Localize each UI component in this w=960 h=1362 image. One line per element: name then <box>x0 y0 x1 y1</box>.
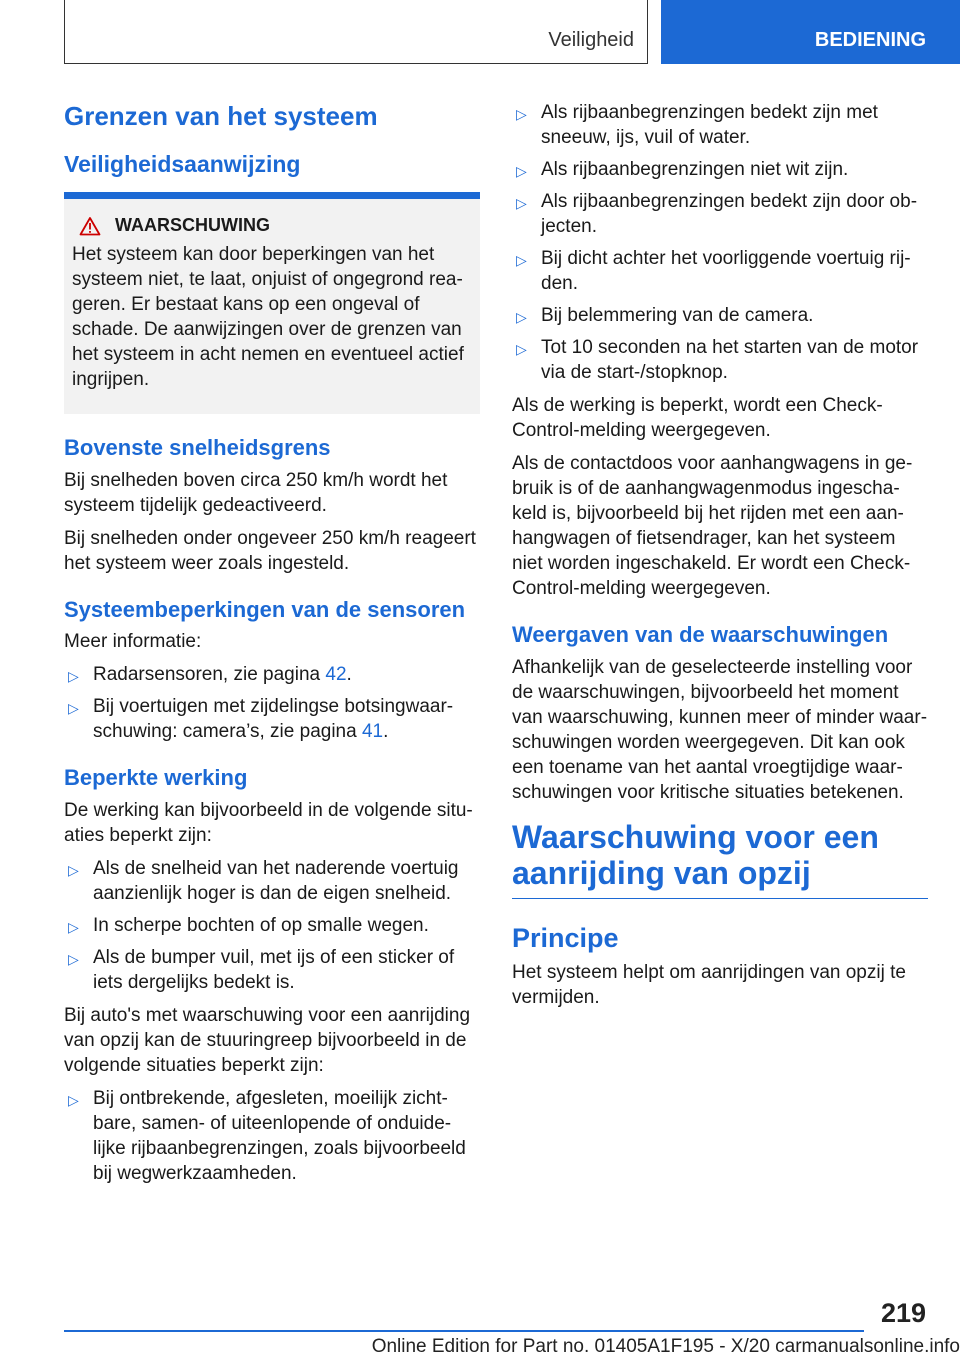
bullet-triangle-icon: ▷ <box>68 918 79 935</box>
chapter-title: Waarschuwing voor een aanrijding van opzij <box>512 819 928 900</box>
list-item <box>64 945 480 995</box>
list-item <box>512 303 928 328</box>
bullet-triangle-icon: ▷ <box>68 861 79 878</box>
paragraph: Het systeem helpt om aanrijdingen van opzij te vermijden. <box>512 962 906 1009</box>
list-item <box>64 694 480 744</box>
list-item <box>512 335 928 385</box>
list-item-text: Bij dicht achter het voorliggende voertuig rij- den. <box>541 248 911 294</box>
list-item-text: Als de bumper vuil, met ijs of een sticker of iets dergelijks bedekt is. <box>93 946 455 993</box>
bullet-triangle-icon: ▷ <box>516 106 527 122</box>
warning-text: Het systeem kan door beperkingen van het systeem niet, te laat, onjuist of ongegrond rea- geren. Er bestaat kans op een ongeval of schade. De aanwijzingen over de grenzen van het systeem in acht nemen en eventueel actief ingrijpen. <box>72 244 464 391</box>
footer-edition: Online Edition for Part no. 01405A1F195 - X/20 carmanualsonline.info <box>371 1336 960 1357</box>
paragraph: Als de werking is beperkt, wordt een Check- Control-melding weergegeven. <box>512 395 883 441</box>
paragraph: Bij snelheden onder ongeveer 250 km/h reageert het systeem weer zoals ingesteld. <box>64 527 476 574</box>
header-section: Veiligheid <box>548 29 634 51</box>
page-number: 219 <box>880 1298 926 1328</box>
list-item-text: In scherpe bochten of op smalle wegen. <box>93 914 429 936</box>
list-item <box>512 100 928 150</box>
list-item <box>512 157 928 182</box>
footer-divider <box>64 1330 864 1332</box>
heading-limited-function: Beperkte werking <box>64 765 248 791</box>
paragraph: Meer informatie: <box>64 631 202 653</box>
list-item-text: Als de snelheid van het naderende voertuig aanzienlijk hoger is dan de eigen snelheid. <box>93 857 459 904</box>
heading-speed-limit: Bovenste snelheidsgrens <box>64 435 331 461</box>
bullet-triangle-icon: ▷ <box>516 163 527 179</box>
section-subtitle: Veiligheidsaanwijzing <box>64 150 301 177</box>
bullet-triangle-icon: ▷ <box>68 700 79 717</box>
warning-label: WAARSCHUWING <box>115 215 270 236</box>
list-item <box>64 662 480 687</box>
list-item-text: Als rijbaanbegrenzingen niet wit zijn. <box>541 159 849 180</box>
list-item-text: Als rijbaanbegrenzingen bedekt zijn door ob- jecten. <box>541 191 918 237</box>
header-tab-label: BEDIENING <box>814 28 926 51</box>
bullet-triangle-icon: ▷ <box>68 950 79 967</box>
paragraph: Afhankelijk van de geselecteerde instelling voor de waarschuwingen, bijvoorbeeld het moment van waarschuwing, kunnen meer of minder waar- schuwingen worden weergegeven. Dit kan ook een toename van het aantal vroegtijdige waar- schuwingen voor kritische situaties betekenen. <box>512 656 928 803</box>
bullet-triangle-icon: ▷ <box>68 1091 79 1108</box>
limited-list <box>64 856 480 995</box>
lane-list <box>512 100 928 385</box>
list-item-text: . <box>383 721 389 743</box>
paragraph: Bij snelheden boven circa 250 km/h wordt het systeem tijdelijk gedeactiveerd. <box>64 469 448 516</box>
list-item <box>64 856 480 906</box>
left-column <box>64 100 480 1194</box>
list-item-text: Bij ontbrekende, afgesleten, moeilijk zicht- bare, samen- of uiteenlopende of onduide- lijke rijbaanbegrenzingen, zoals bijvoorbeeld bij wegwerkzaamheden. <box>93 1087 466 1184</box>
list-item-text: Als rijbaanbegrenzingen bedekt zijn met sneeuw, ijs, vuil of water. <box>541 102 878 148</box>
list-item-text: Bij belemmering van de camera. <box>541 305 814 326</box>
list-item-text: Bij voertuigen met zijdelingse botsingwaar- schuwing: camera’s, zie pagina <box>93 696 454 743</box>
list-item <box>64 913 480 938</box>
heading-warning-displays: Weergaven van de waarschuwingen <box>512 622 889 647</box>
section-title: Grenzen van het systeem <box>64 101 378 131</box>
warning-box <box>64 192 480 414</box>
paragraph: De werking kan bijvoorbeeld in de volgende situ- aties beperkt zijn: <box>64 799 473 846</box>
paragraph: Als de contactdoos voor aanhangwagens in ge- bruik is of de aanhangwagenmodus ingescha- keld is, bijvoorbeeld bij het rijden met een aan- hangwagen of fietsendrager, kan het systeem niet worden ingeschakeld. Er wordt een Check- Control-melding weergegeven. <box>512 453 913 599</box>
bullet-triangle-icon: ▷ <box>516 309 527 325</box>
bullet-triangle-icon: ▷ <box>68 668 79 685</box>
bullet-triangle-icon: ▷ <box>516 252 527 268</box>
heading-principle: Principe <box>512 923 619 954</box>
paragraph: Bij auto's met waarschuwing voor een aanrijding van opzij kan de stuuringreep bijvoorbeeld in de volgende situaties beperkt zijn: <box>64 1004 471 1076</box>
page-link[interactable]: 41 <box>361 721 384 743</box>
list-item <box>64 1086 480 1186</box>
list-item <box>512 246 928 296</box>
bullet-triangle-icon: ▷ <box>516 341 527 357</box>
list-item-text: Tot 10 seconden na het starten van de motor via de start-/stopknop. <box>541 337 919 383</box>
side-limited-list <box>64 1086 480 1186</box>
heading-sensor-limits: Systeembeperkingen van de sensoren <box>64 596 466 622</box>
sensor-list <box>64 662 480 744</box>
right-column <box>512 100 928 1018</box>
page-link[interactable]: 42 <box>325 664 347 686</box>
warning-triangle-icon <box>79 216 101 236</box>
list-item-text: Radarsensoren, zie pagina <box>93 664 326 686</box>
warning-header <box>72 215 472 236</box>
bullet-triangle-icon: ▷ <box>516 195 527 211</box>
header-tab[interactable] <box>661 0 960 64</box>
list-item-text: . <box>346 664 352 686</box>
list-item <box>512 189 928 239</box>
